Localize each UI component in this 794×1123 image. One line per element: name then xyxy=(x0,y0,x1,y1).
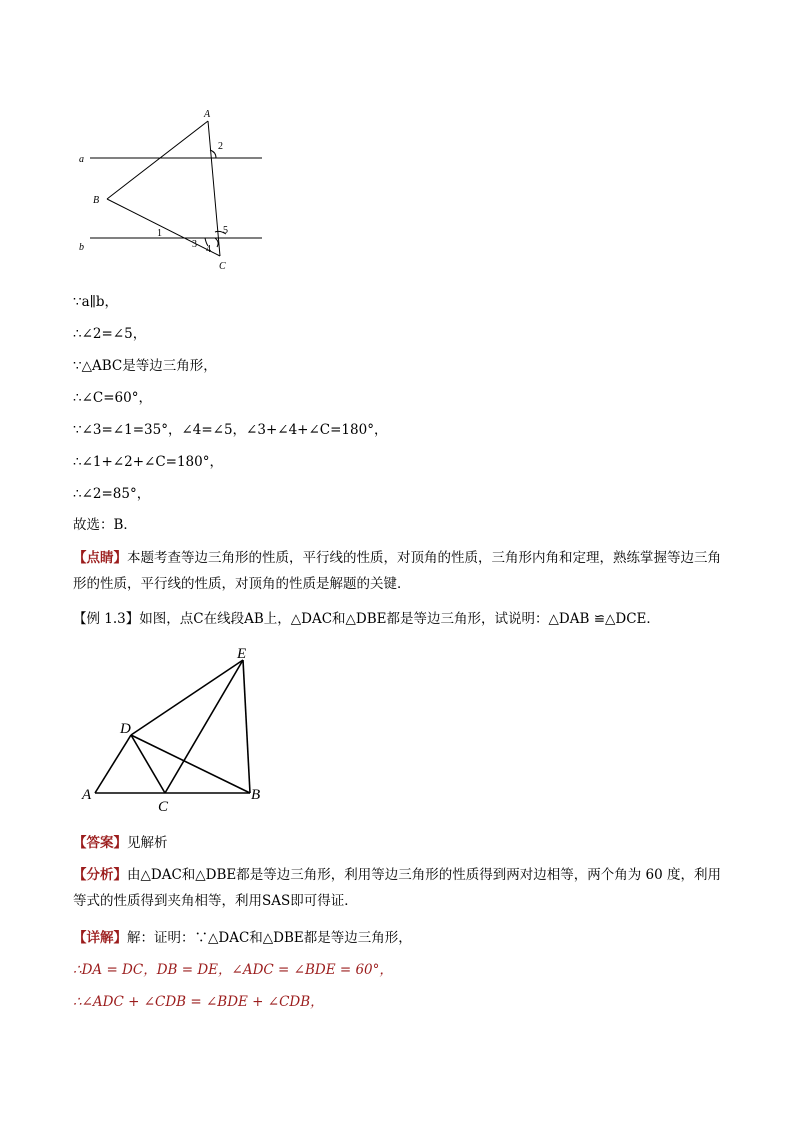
label-B: B xyxy=(251,787,261,803)
label-angle-3: 3 xyxy=(192,239,197,250)
detail-proof-line-1: ∴DA = DC，DB = DE，∠ADC = ∠BDE = 60°， xyxy=(73,962,393,978)
label-D: D xyxy=(120,721,131,737)
label-A: A xyxy=(82,787,92,803)
label-C: C xyxy=(219,261,226,272)
label-angle-5: 5 xyxy=(223,225,228,236)
detail-line xyxy=(73,928,412,948)
label-E: E xyxy=(237,646,247,662)
answer-tag: 【答案】 xyxy=(73,835,127,851)
example-tag: 【例 1.3】 xyxy=(73,611,140,627)
proof-line-2: ∴∠2=∠5， xyxy=(73,326,147,342)
detail-proof-line-2: ∴∠ADC + ∠CDB = ∠BDE + ∠CDB， xyxy=(73,994,324,1010)
detail-text: 解：证明：∵△DAC和△DBE都是等边三角形， xyxy=(127,930,412,946)
label-line-a: a xyxy=(79,154,84,165)
comment-paragraph xyxy=(73,545,723,597)
answer-line xyxy=(73,833,168,853)
label-line-b: b xyxy=(79,242,84,253)
angle-4-arc xyxy=(215,238,218,247)
proof-line-3: ∵△ABC是等边三角形， xyxy=(73,358,217,374)
proof-line-5: ∵∠3=∠1=35°，∠4=∠5，∠3+∠4+∠C=180°， xyxy=(73,422,388,438)
comment-tag: 【点睛】 xyxy=(73,550,127,566)
segment-AB xyxy=(107,121,208,199)
analysis-tag: 【分析】 xyxy=(73,867,127,883)
label-B: B xyxy=(93,195,100,206)
segment-CE xyxy=(165,660,243,793)
segment-BC xyxy=(107,199,220,256)
label-angle-1: 1 xyxy=(157,228,162,239)
figure-equilateral-triangles xyxy=(75,640,275,815)
label-A: A xyxy=(204,109,211,120)
segment-DE xyxy=(131,660,243,735)
analysis-text: 由△DAC和△DBE都是等边三角形，利用等边三角形的性质得到两对边相等，两个角为 60 度，利用等式的性质得到夹角相等，利用SAS即可得证． xyxy=(73,867,722,909)
label-angle-2: 2 xyxy=(218,141,223,152)
example-text: 如图，点C在线段AB上，△DAC和△DBE都是等边三角形，试说明：△DAB ≌△DCE． xyxy=(139,611,660,627)
figure-parallel-lines-triangle xyxy=(70,100,270,280)
label-C: C xyxy=(158,799,169,815)
comment-text: 本题考查等边三角形的性质，平行线的性质，对顶角的性质，三角形内角和定理，熟练掌握等边三角形的性质，平行线的性质，对顶角的性质是解题的关键． xyxy=(73,550,721,592)
label-angle-4: 4 xyxy=(206,244,211,255)
choice-line: 故选：B． xyxy=(73,517,137,533)
proof-line-7: ∴∠2=85°， xyxy=(73,486,151,502)
answer-text: 见解析 xyxy=(127,835,168,851)
proof-line-6: ∴∠1+∠2+∠C=180°， xyxy=(73,454,223,470)
analysis-paragraph xyxy=(73,862,723,914)
example-line xyxy=(73,609,660,629)
proof-line-1: ∵a∥b， xyxy=(73,294,119,310)
segment-AD xyxy=(95,735,131,793)
detail-tag: 【详解】 xyxy=(73,930,127,946)
segment-EB xyxy=(243,660,250,793)
proof-line-4: ∴∠C=60°， xyxy=(73,390,152,406)
